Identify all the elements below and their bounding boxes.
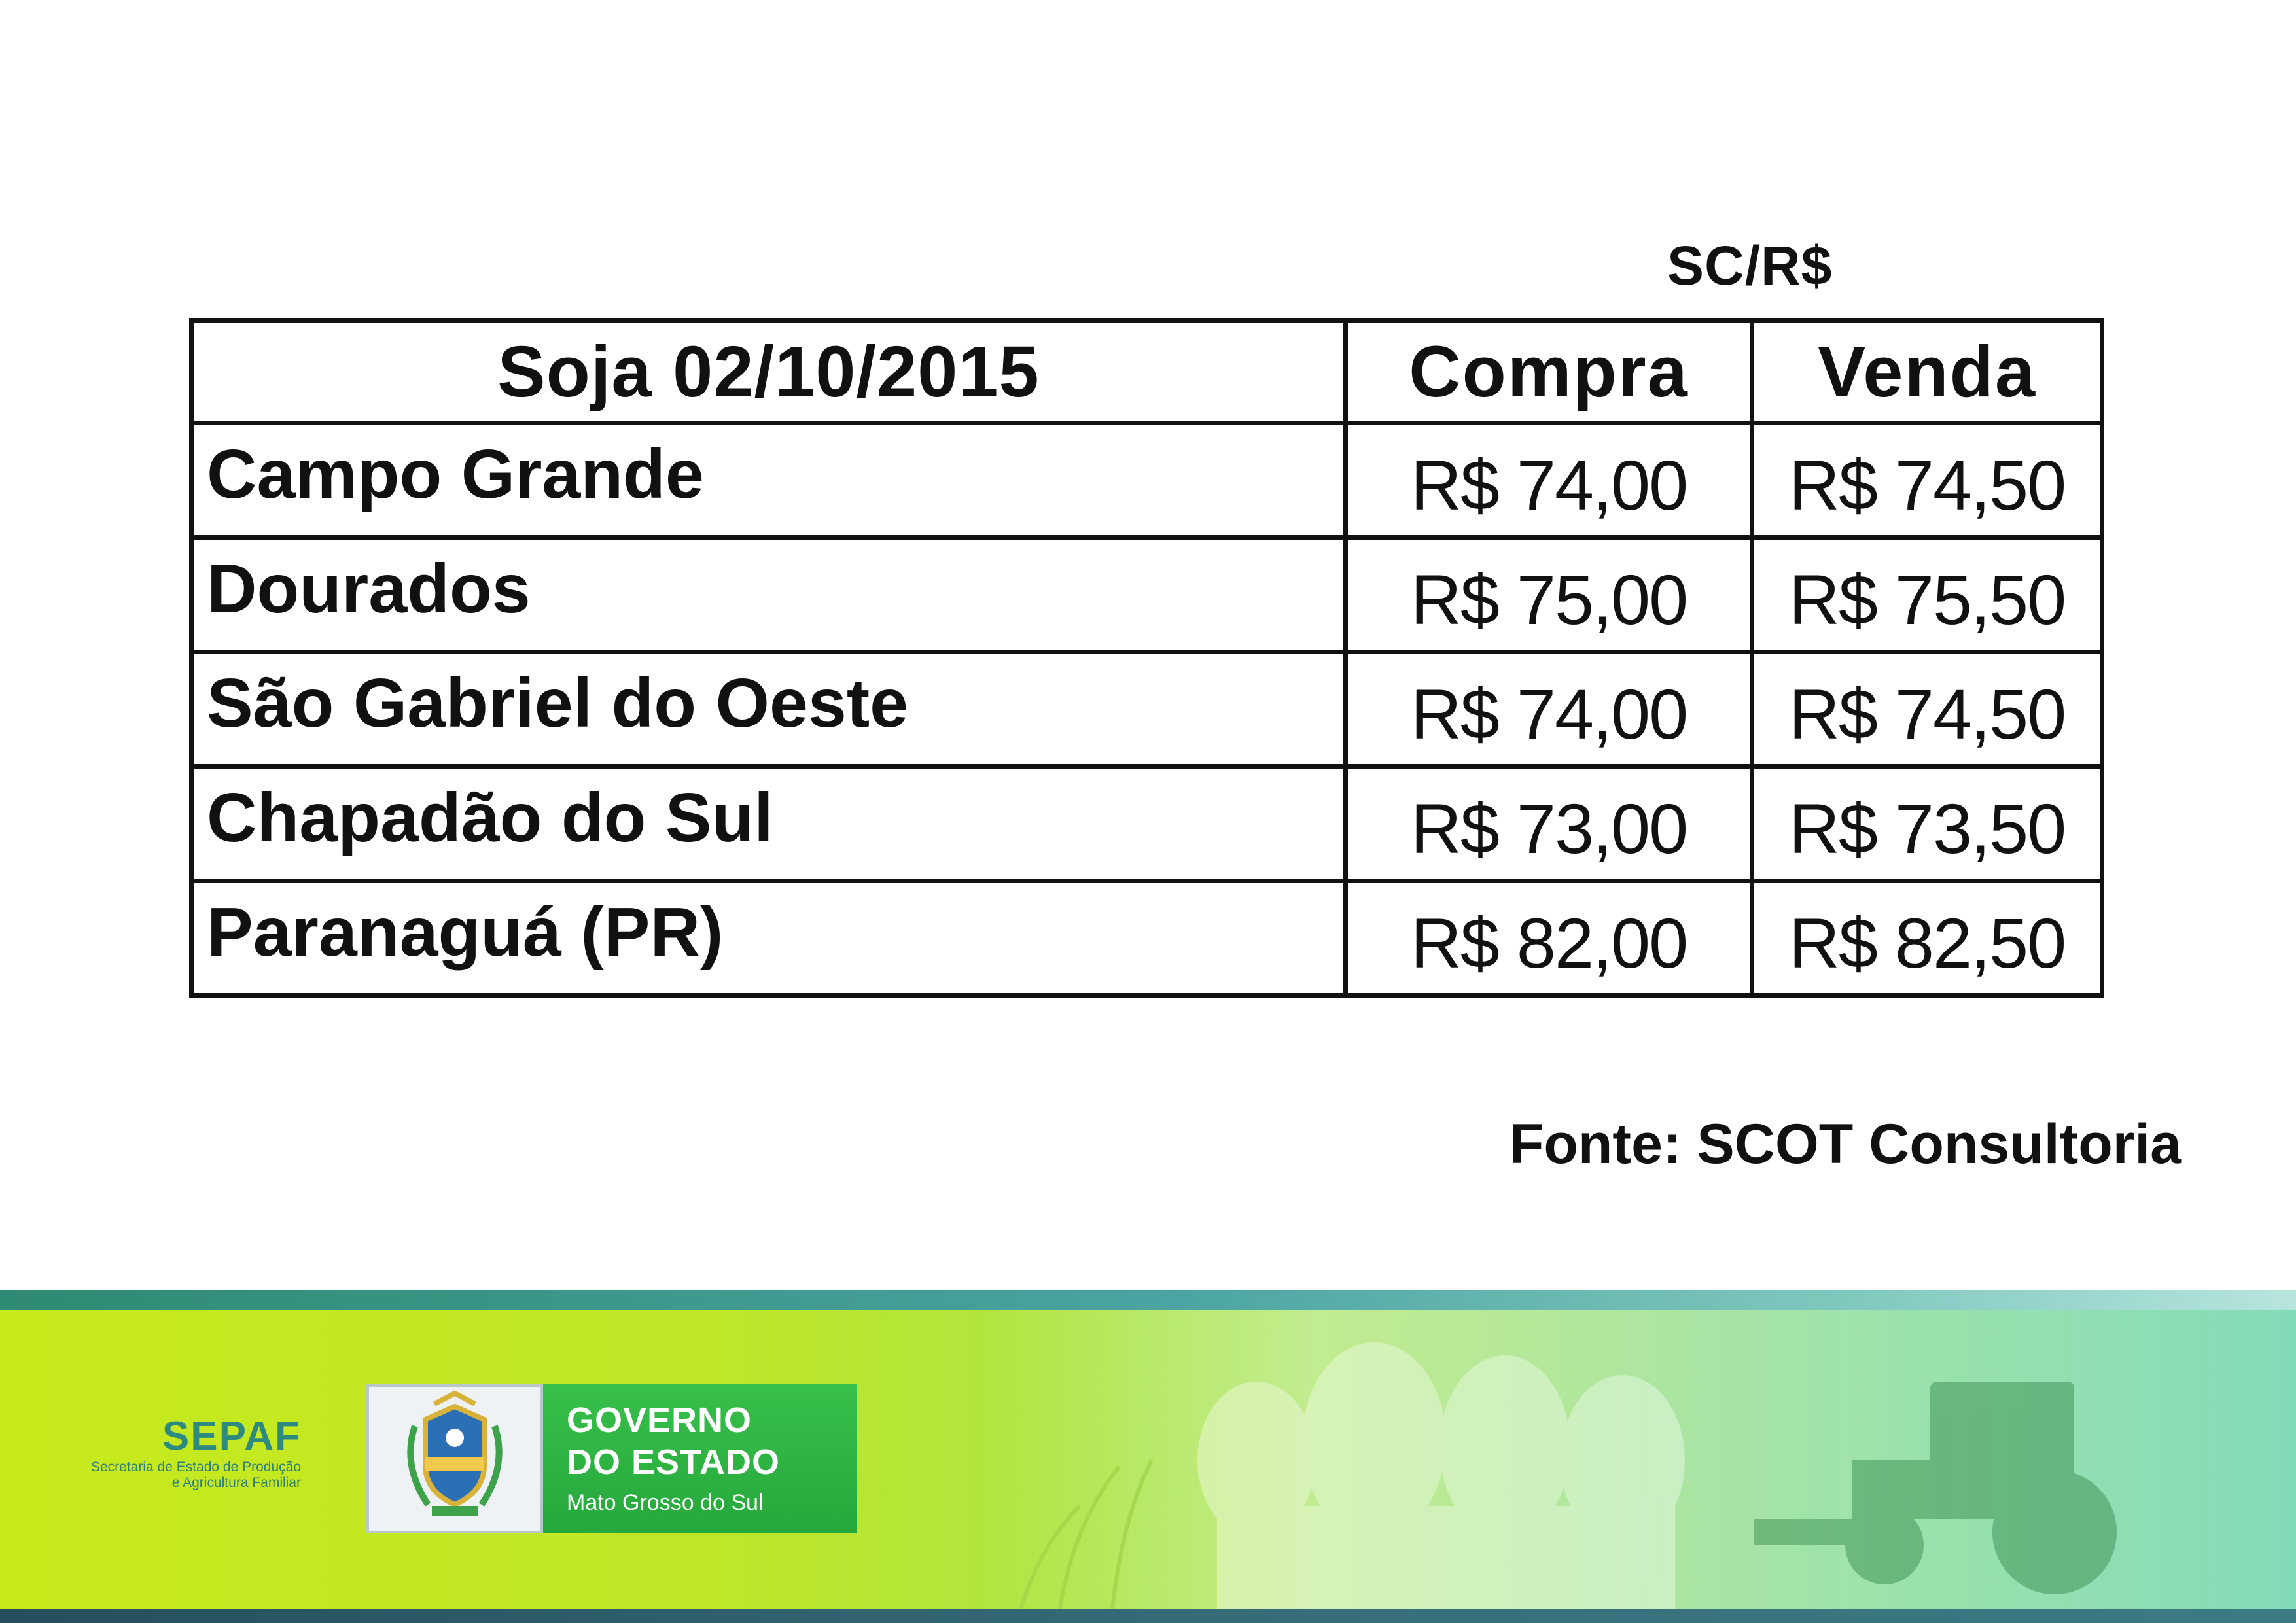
city-name: São Gabriel do Oeste	[192, 652, 1346, 767]
sell-price: R$ 82,50	[1752, 881, 2102, 996]
sell-price: R$ 73,50	[1752, 767, 2102, 881]
government-logo	[366, 1384, 857, 1533]
city-name: Chapadão do Sul	[192, 767, 1346, 881]
table-row	[192, 881, 2102, 996]
column-header-buy: Compra	[1346, 321, 1752, 423]
sell-price: R$ 74,50	[1752, 652, 2102, 767]
gov-state-name: Mato Grosso do Sul	[567, 1490, 764, 1515]
city-name: Paranaguá (PR)	[192, 881, 1346, 996]
buy-price: R$ 82,00	[1346, 881, 1752, 996]
buy-price: R$ 74,00	[1346, 423, 1752, 538]
government-name-panel	[543, 1384, 857, 1533]
price-table	[189, 318, 2104, 998]
gov-title-line1: GOVERNO	[567, 1401, 752, 1440]
farm-scene-illustration	[981, 1310, 2296, 1609]
source-note: Fonte: SCOT Consultoria	[1509, 1113, 2181, 1176]
city-name: Dourados	[192, 538, 1346, 652]
table-header-row	[192, 321, 2102, 423]
sell-price: R$ 75,50	[1752, 538, 2102, 652]
table-row	[192, 652, 2102, 767]
city-name: Campo Grande	[192, 423, 1346, 538]
sepaf-subtitle-line1: Secretaria de Estado de Produção	[90, 1459, 301, 1475]
column-header-sell: Venda	[1752, 321, 2102, 423]
buy-price: R$ 75,00	[1346, 538, 1752, 652]
unit-label: SC/R$	[1667, 235, 1833, 296]
banner-top-strip	[0, 1290, 2296, 1310]
table-title: Soja 02/10/2015	[192, 321, 1346, 423]
sepaf-name: SEPAF	[162, 1414, 301, 1459]
sepaf-subtitle-line2: e Agricultura Familiar	[171, 1475, 301, 1490]
gov-title-line2: DO ESTADO	[567, 1442, 781, 1482]
buy-price: R$ 73,00	[1346, 767, 1752, 881]
table-row	[192, 423, 2102, 538]
footer-banner	[0, 1290, 2296, 1623]
coat-of-arms-panel	[366, 1384, 543, 1533]
coat-of-arms-icon	[369, 1387, 540, 1531]
sepaf-logo	[26, 1413, 301, 1491]
table-row	[192, 538, 2102, 652]
table-row	[192, 767, 2102, 881]
banner-bottom-strip	[0, 1609, 2296, 1623]
buy-price: R$ 74,00	[1346, 652, 1752, 767]
sell-price: R$ 74,50	[1752, 423, 2102, 538]
